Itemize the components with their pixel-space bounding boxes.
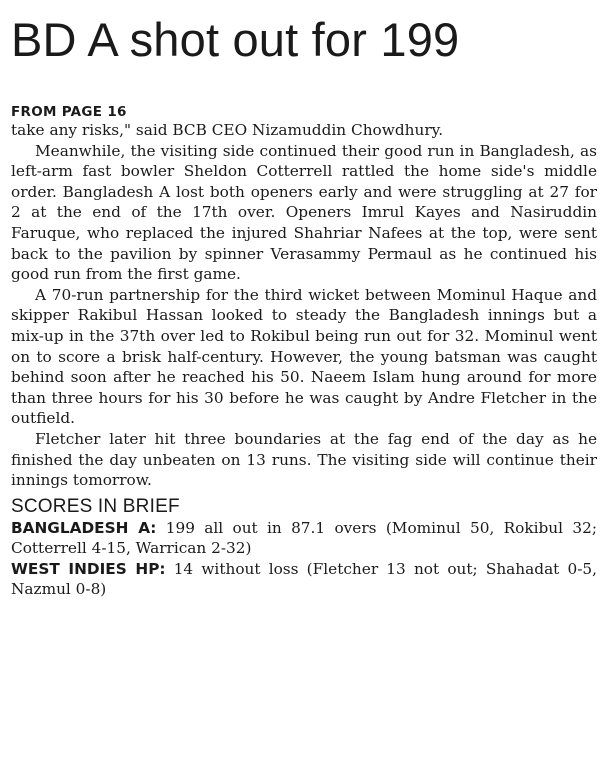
score-detail: 199 all out in 87.1 overs (Mominul 50, Rokibul 32; Cotterrell 4-15, Warrican 2-32) (11, 518, 597, 558)
article-body (11, 120, 597, 491)
paragraph: Meanwhile, the visiting side continued their good run in Bangladesh, as left-arm fast bowler Sheldon Cotterrell rattled the home side's middle order. Bangladesh A lost both openers early and were struggling at 27 for 2 at the end of the 17th over. Openers Imrul Kayes and Nasiruddin Faruque, who replaced the injured Shahriar Nafees at the top, were sent back to the pavilion by spinner Verasammy Permaul as he continued his good run from the first game. (11, 141, 597, 284)
scores-heading: SCORES IN BRIEF (11, 495, 180, 517)
paragraph: Fletcher later hit three boundaries at the fag end of the day as he finished the day unbeaten on 13 runs. The visiting side will continue their innings tomorrow. (11, 429, 597, 490)
score-detail: 14 without loss (Fletcher 13 not out; Shahadat 0-5, Nazmul 0-8) (11, 559, 597, 599)
paragraph: A 70-run partnership for the third wicket between Mominul Haque and skipper Rakibul Hassan looked to steady the Bangladesh innings but a mix-up in the 37th over led to Rokibul being run out for 32. Mominul went on to score a brisk half-century. However, the young batsman was caught behind soon after he reached his 50. Naeem Islam hung around for more than three hours for his 30 before he was caught by Andre Fletcher in the outfield. (11, 285, 597, 428)
page-jump-label: FROM PAGE 16 (11, 104, 127, 120)
score-line (11, 518, 597, 559)
score-line (11, 559, 597, 600)
team-name: WEST INDIES HP: (11, 559, 166, 578)
news-article (11, 12, 597, 600)
team-name: BANGLADESH A: (11, 518, 157, 537)
headline: BD A shot out for 199 (11, 13, 460, 66)
paragraph-continued: take any risks," said BCB CEO Nizamuddin Chowdhury. (11, 121, 444, 139)
